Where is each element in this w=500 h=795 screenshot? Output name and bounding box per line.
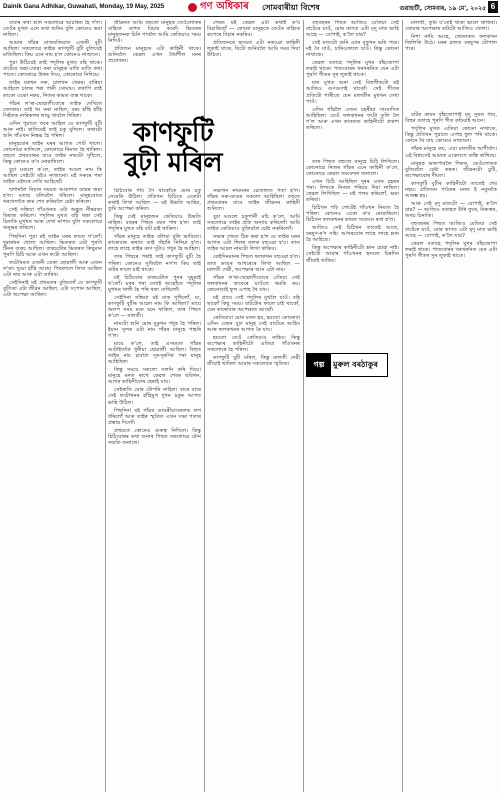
- paragraph: বহুবছৰৰ পিছত আজিও যেতিয়া সেই বাটেৰে যাওঁ, মোৰ কাণত এটা মৃদু মাত ভাহি আহে — বোপাই, ক'লৈ যাৱ?: [306, 20, 399, 39]
- paragraph: আজিও সেই চিঠিখন তাতেই আছে, বৰষুণ-ৰ'দ সহি। আখৰবোৰ লাহে লাহে ম্লান হৈ আহিছে।: [306, 225, 399, 244]
- paragraph: গাঁৱৰ ল'ৰা-ছোৱালীবোৰে এতিয়া সেই ফলকখনৰ কাষেৰে যাওঁতে থমকি ৰয়। কোনোবাই ফুল এপাহ থৈ যায়।: [207, 274, 300, 293]
- paragraph: সভাৰ শেষত ঠিক কৰা হ'ল যে তাইৰ ঘৰৰ আগত এটা শিলৰ ফলক বহুওৱা হ'ব। তাত তাইৰ আচল নামটো লিখা থাকিব।: [207, 234, 300, 253]
- paragraph: পিছদিনা মই গাঁৱৰ ডাঙৰীয়াসকলক লগ ধৰিলোঁ আৰু তাইৰ স্মৃতিত এখন সভা পতাৰ প্ৰস্তাৱ দিলোঁ।: [108, 407, 201, 426]
- paragraph: শ্মশানলৈ নিয়াৰ সময়ত আকাশত ডাৱৰ জমা হ'ল। বতাহ বলিবলৈ ধৰিলে। মানুহবোৰে খৰখেদাকৈ কাম শেষ কৰিবলৈ চেষ্টা কৰিলে।: [3, 187, 102, 206]
- masthead-dateline-english: Dainik Gana Adhikar, Guwahati, Monday, 19 May, 2025: [3, 3, 165, 10]
- headline-line-1: কাণফুটি: [132, 118, 214, 148]
- paragraph: কেইদিনমানৰ পিছত ফলকখন বহুওৱা হ'ল। তাত ডাঙৰ আখৰেৰে লিখা আছিল — মালতী দেৱী, অপেক্ষাৰ আন এটা নাম।: [207, 254, 300, 273]
- paragraph: এখন চিঠি আহিছিল দূৰৰ এখন চহৰৰ পৰা। লিখকে নিজৰ পৰিচয় দিয়া নাছিল। কেৱল লিখিছিল — মই পলম কৰিলোঁ, ক্ষমা কৰিবা।: [306, 178, 399, 204]
- paragraph: প্ৰতিজন মানুহৰে এটা কাহিনী থাকে। শুনিবলৈ কেৱল এখন ধৈৰ্যশীল মনৰ প্ৰয়োজন।: [108, 46, 201, 65]
- paragraph: এদিন পুৱাতে খবৰ আহিল যে কাণফুটি বুঢ়ী আৰু নাই। ৰাতিয়েই তাই চকু মুদিলে। কথাটো শুনি গাঁওখন নিস্তব্ধ হৈ পৰিল।: [3, 120, 102, 139]
- paragraph: প্ৰথমতে কোনেও গুৰুত্ব নিদিলে। কিন্তু চিঠিবোৰৰ কথা শুনাৰ পিছত সকলোৱে মৌন সন্মতি জনালে।: [108, 427, 201, 446]
- paragraph: কিন্তু সেই মানুহজন কেতিয়াও উভতি নাহিল। বছৰৰ পিছত বছৰ পাৰ হ'ল। তাই পদূলিৰ মুখত বহি বাট চাই থাকিল।: [108, 214, 201, 233]
- logo-text: গণ অধিকাৰ: [200, 1, 249, 12]
- logo-mark-icon: [188, 3, 197, 12]
- paragraph: কেৱল বতাহে পদূলিৰ মুখৰ বাঁহজোপা লৰাই থাকে। পাতবোৰৰ খৰখৰনিত যেন এটা পুৰণি গীতৰ সুৰ লুকাই থাকে।: [306, 60, 399, 79]
- section-title: সোমবাৰীয়া বিশেষ: [262, 3, 320, 12]
- masthead-dateline-assamese: গুৱাহাটী, সোমবাৰ, ১৯ মে', ২০২৫: [399, 5, 486, 12]
- article-column-2: [108, 188, 201, 792]
- paragraph: প্ৰতিজনৰে হৃদয়ত এটা নকওৱা কাহিনী লুকাই থাকে, যিটো শুনিবলৈ আমি সময় দিয়া উচিত।: [207, 40, 300, 59]
- paragraph: তাইৰ ঘৰখন সৰু, চালখন খেৰৰ। বাৰিষা আহিলে চালৰ পৰা পানী সোমায়। তথাপি তাই কাকো একো নকয়, নিজৰ কামত ব্যস্ত থাকে।: [3, 80, 102, 99]
- paragraph: বুঢ়া মণ্ডলে ক'লে, তাইৰ আচল নাম কি আছিল সেইটো মইও নাজানো। মই সৰুৰে পৰা তাইক এইদৰে দেখি আহিছোঁ।: [3, 167, 102, 186]
- column-rule: [303, 20, 304, 792]
- paragraph: আমাৰ গাঁৱৰ মাজমজিয়াত এজনী বুঢ়ী আছিল। সকলোৱে তাইক কাণফুটি বুঢ়ী বুলিয়েই মাতিছিল। কিয় এনে নাম হ'ল কোনেও নাজানে।: [3, 40, 102, 59]
- paragraph: চিঠিখন পঢ়ি গোটেই গাঁওখন নিমাত হৈ পৰিল। কোনেও একো ক'ব নোৱাৰিলে। চিঠিখন ফলকখনৰ কাষত সযতনে ৰখা হ'ল।: [306, 205, 399, 224]
- paragraph: বহুবছৰৰ পিছত আজিও যেতিয়া সেই বাটেৰে যাওঁ, মোৰ কাণত এটা মৃদু মাত ভাহি আহে — বোপাই, ক'লৈ যাৱ?: [405, 220, 497, 240]
- story-byline-box: [306, 353, 388, 377]
- paragraph: পিছদিনা পুৱা মই তাইৰ ঘৰৰ ফালে গ'লোঁ। দুৱাৰখন খোলা আছিল। ভিতৰত এটা পুৰণি টিনৰ বাকচ আছিল। বাকচটোৰ ভিতৰত কিছুমান পুৰণি চিঠি আৰু এখন ফটো আছিল।: [3, 233, 102, 258]
- paragraph: বাটৰ কাষৰ বাঁহজোপাই মৃদু সুৰত গায়, বিহুৰ বতাহে পুৰণি গীত কঢ়িয়াই আনে।: [405, 112, 497, 125]
- column-rule: [105, 20, 106, 792]
- article-column-4: [306, 20, 399, 792]
- paragraph: সভাখন নামঘৰৰ চোতালত পতা হ'ল। গাঁৱৰ সৰু-ডাঙৰ সকলো আহিছিল। বহুতে প্ৰথমবাৰৰ বাবে তাইৰ জীৱনৰ কাহিনী শুনিলে।: [207, 188, 300, 213]
- genre-label: গল্প: [307, 354, 331, 376]
- paragraph: মানুহক ভালপাবলৈ শিকক, তেওঁলোকক বুজিবলৈ চেষ্টা কৰক। জীৱনটো চুটি, অপেক্ষাবোৰ দীঘল।: [405, 160, 497, 179]
- paragraph: তাৰ পিছত বহুতো মানুহে চিঠি লিখিলে। কোনোৱে নিজৰ গাঁৱৰ এনে কাহিনী ক'লে, কোনোৱে কেৱল সমবেদনা জনালে।: [306, 158, 399, 177]
- paragraph: বাবাৰ কথা শুনি সকলোৱে আচৰিত হৈ গ'ল। তেওঁৰ মুখত এনে কথা শুনিম বুলি কোনেও ভবা নাছিল।: [3, 20, 102, 39]
- article-column-2-top: [108, 20, 201, 114]
- paragraph: কেতিয়াবা মোৰ মনত হয়, হয়তো কোনোবা এদিন এজন বুঢ়া মানুহ সেই বাটেৰে আহিব আৰু ফলকখনৰ আগত ৰৈ যাব।: [207, 314, 300, 333]
- paragraph: কেৱল বতাহে পদূলিৰ মুখৰ বাঁহজোপা লৰাই থাকে। পাতবোৰৰ খৰখৰনিত যেন এটা পুৰণি গীতৰ সুৰ লুকাই থাকে।: [405, 241, 497, 260]
- paragraph: জীৱনত আমি বহুতো মানুহক তেওঁলোকৰ বাহ্যিক ৰূপত বিচাৰ কৰোঁ। ভিতৰৰ মানুহজনক চিনি পাবলৈ আমি কেতিয়াও সময় নিদিওঁ।: [108, 20, 201, 45]
- poem-spacer: [405, 54, 497, 112]
- newspaper-logo: [188, 0, 249, 15]
- paragraph: চিঠিবোৰ পঢ়ি গৈ থাকোঁতে মোৰ চকু সেমেকি উঠিল। প্ৰতিখন চিঠিতে একেটা কথাই লিখা আছিল — মই উভতি আহিম, তুমি অপেক্ষা কৰিবা।: [108, 188, 201, 213]
- paragraph: গাঁৱৰ মানুহে তাইক বলিয়া বুলি ভাবিলে। কাৰোবাৰ কথাত তাই সঁহাৰি নিদিয়া হ'ল। লাহে লাহে তাইৰ কাণ দুটাও গধুৰ হৈ আহিল।: [108, 234, 201, 253]
- label-box-spacer: [306, 133, 399, 159]
- paragraph: মায়ে ক'লে, তাই এসময়ত গাঁৱৰ আটাইতকৈ ধুনীয়া ছোৱালী আছিল। বিহুত তাইৰ নাচ চাবলৈ দূৰ-দূৰণিৰ পৰা মানুহ আহিছিল।: [108, 341, 201, 366]
- paragraph: বুঢ়া মণ্ডলে চকুপানী মচি ক'লে, আমি সকলোৱে তাইৰ প্ৰতি অন্যায় কৰিলোঁ। আমি তাইক কেতিয়াও বুজিবলৈ চেষ্টা নকৰিলোঁ।: [207, 214, 300, 233]
- paragraph: সেইৰাতি মোৰ টোপনি নাহিল। বাৰে বাৰে সেই ফটোখনৰ হাঁহিমুখ দুখন চকুৰ আগত ভাহি উঠিল।: [108, 387, 201, 406]
- paragraph: মালতী, তুমি য'তেই থাকা ভালে থাকিবা। তোমাৰ অপেক্ষাৰ বাটটো আজিও খোলা।: [405, 20, 497, 33]
- paragraph: তাৰ পিছৰে পৰাই তাই কাণফুটি বুঢ়ী হৈ পৰিল। কোনেও সুধিবলৈ নগ'ল কিয় তাই বাটৰ ফালে চাই থাকে।: [108, 254, 201, 273]
- headline-line-2: বুঢ়ী মৰিল: [123, 148, 222, 178]
- paragraph: কাণফুটি বুঢ়ীৰ কাহিনীটো তাতেই শেষ নহয়। প্ৰতিজন পাঠকৰ মনত ই নতুনকৈ আৰম্ভ হয়।: [405, 180, 497, 199]
- article-column-1: [3, 20, 102, 792]
- article-column-3-top: [207, 20, 300, 114]
- paragraph: গাঁৱৰ ল'ৰা-ছোৱালীবোৰে তাইক দেখিলে জোকায়। তাই খং কৰা নাছিল, বৰং হাঁহি হাঁহি সিহঁতক নাৰিকলৰ লাড়ু খাবলৈ দিছিল।: [3, 100, 102, 119]
- paragraph: নামটো শুনি মোৰ বুকুখন গধুৰ হৈ পৰিল। ইমান সুন্দৰ এটা নাম গাঁৱৰ মানুহে পাহৰি গ'ল।: [108, 320, 201, 340]
- paragraph: ফটোখনত এজনী ডেকা ছোৱালী আৰু এজন ল'ৰা। দুয়ো হাঁহি আছে। পিছফালে লিখা আছিল এটা নাম আৰু এটা তাৰিখ।: [3, 259, 102, 278]
- author-name: মুৰুল বৰঠাকুৰ: [333, 360, 378, 369]
- paragraph: হয়তো তেওঁ কেতিয়াও নাহিব। কিন্তু অপেক্ষাৰ কাহিনীটো এতিয়া গাঁওখনৰ সকলোৰে হৈ পৰিল।: [207, 335, 300, 354]
- masthead: [0, 0, 500, 17]
- paragraph: কিন্তু অপেক্ষাৰ কাহিনীটো ম্লান হোৱা নাই। সেইটো আমাৰ গাঁওখনৰ হৃদয়ত চিৰদিন জীয়াই থাকিব।: [306, 245, 399, 264]
- page-number-badge: 6: [488, 1, 498, 13]
- paragraph: সেইদিনাই মই প্ৰথমবাৰ বুজিলোঁ যে কাণফুটি বুঢ়ীৰো এটা জীৱন আছিল, এটা সপোন আছিল, এটা অপেক্ষা আছিল।: [3, 279, 102, 298]
- column-rule: [402, 20, 403, 792]
- paragraph: সেই মাতটো শুনি মোৰ বুকুখন ভৰি পৰে। মই ৰৈ যাওঁ, চাৰিওফালে চাওঁ। কিন্তু কোনো নাথাকে।: [306, 40, 399, 59]
- paragraph: মাৰ মুখত শুনা সেই বিহুগীতটো মই আজিও গুণগুণাই থাকোঁ। সেই গীতৰ প্ৰতিটো শাৰীতে যেন মালতীৰ মুখখন দেখা পাওঁ।: [306, 80, 399, 105]
- paragraph: সেইদিনা সন্ধিয়া মই মাক সুধিলোঁ, মা, কাণফুটি বুঢ়ীৰ আচল নাম কি আছিল? মায়ে অলপ সময় মনে মনে থাকিল, তাৰ পিছত ক'লে — মালতী।: [108, 294, 201, 319]
- paragraph: এদিন গাঁৱলৈ এজন চহৰীয়া সাংবাদিক আহিছিল। তেওঁ ফলকখনৰ ফটো তুলি লৈ গ'ল আৰু এখন কাকতত কাহিনীটো প্ৰকাশ কৰিলে।: [306, 106, 399, 131]
- story-headline: [114, 118, 232, 178]
- paragraph: সেই সন্ধিয়া গাঁওখনত এটা অদ্ভুত নীৰৱতা বিৰাজ কৰিলে। পদূলিৰ মুখত বহি থকা সেই চিনাকি মুখখন আৰু দেখা নাপাম বুলি সকলোৱে অনুভৱ কৰিলে।: [3, 207, 102, 232]
- paragraph: কিন্তু সময়ে সকলো সলনি কৰি দিয়ে। মানুহে মনত ৰাখে কেৱল শেষৰ ছবিখন, আগৰ কাহিনীবোৰ হেৰাই যায়।: [108, 367, 201, 386]
- paragraph: মই প্ৰায়ে সেই পদূলিৰ মুখলৈ যাওঁ। বহি থাকোঁ কিছু সময়। বাটটোৰ ফালে চাই থাকোঁ, যেন কাৰোবাৰ অপেক্ষাত আছোঁ।: [207, 294, 300, 313]
- paragraph: পুৱা উঠিয়েই তাই পদূলিৰ মুখত বহি থাকে। বাটেৰে অহা-যোৱা কৰা মানুহক মাতি মাতি কথা পাতে। কোনোৱে উত্তৰ দিয়ে, কোনোৱে নিদিয়ে।: [3, 60, 102, 79]
- paragraph: মই চিঠিবোৰ বাকচটোত পুনৰ সুমুৱাই থ'লোঁ। ঘৰৰ পৰা ওলাই আহোঁতে পদূলিৰ মুখখন খালী হৈ পৰি থকা দেখিলোঁ।: [108, 274, 201, 293]
- article-column-3: [207, 188, 300, 792]
- paragraph: শেষত মই কেৱল এটা কথাই ক'ব বিচাৰিছোঁ — কোনো মানুহকে তেওঁৰ বাহ্যিক ৰূপেৰে বিচাৰ নকৰিব।: [207, 20, 300, 39]
- paragraph: নিশা নামি আহে, জোনাকত ফলকখন জিলিকি উঠে। ঘৰৰ চালত বৰষুণৰ টোপাল পৰে।: [405, 34, 497, 53]
- article-column-5: [405, 20, 497, 792]
- paragraph: আৰু সেই মৃদু মাতটো — বোপাই, ক'লৈ যাৱ? — আজিও বতাহত উৰি ফুৰে, নিৰুত্তৰ, অথচ চিনাকি।: [405, 200, 497, 219]
- paragraph: মানুহবোৰ তাইৰ ঘৰৰ আগত গোট খালে। কোনোৱে কান্দিলে, কোনোৱে নিমাত হৈ থাকিল। বহুতে প্ৰথমবাৰৰ বাবে তাইৰ নামটো সুধিলে, কিন্তু কোনেও ক'ব নোৱাৰিলে।: [3, 140, 102, 165]
- paragraph: গাঁৱৰ মানুহে কয়, এয়া মালতীৰ আশীৰ্বাদ। এই বিশ্বাসেই আমাক একেলগে বান্ধি ৰাখিছে।: [405, 146, 497, 159]
- paragraph: পদূলিৰ মুখত এতিয়া কোনো নাথাকে, কিন্তু প্ৰতিখন পুৱাতে এপাহ ফুল পৰি থাকে। কোনে থৈ যায় কোনেও নাজানে।: [405, 126, 497, 145]
- paragraph: কাণফুটি বুঢ়ী মৰিল, কিন্তু মালতী দেৱী জীয়াই থাকিল আমাৰ সকলোৰে স্মৃতিত।: [207, 355, 300, 368]
